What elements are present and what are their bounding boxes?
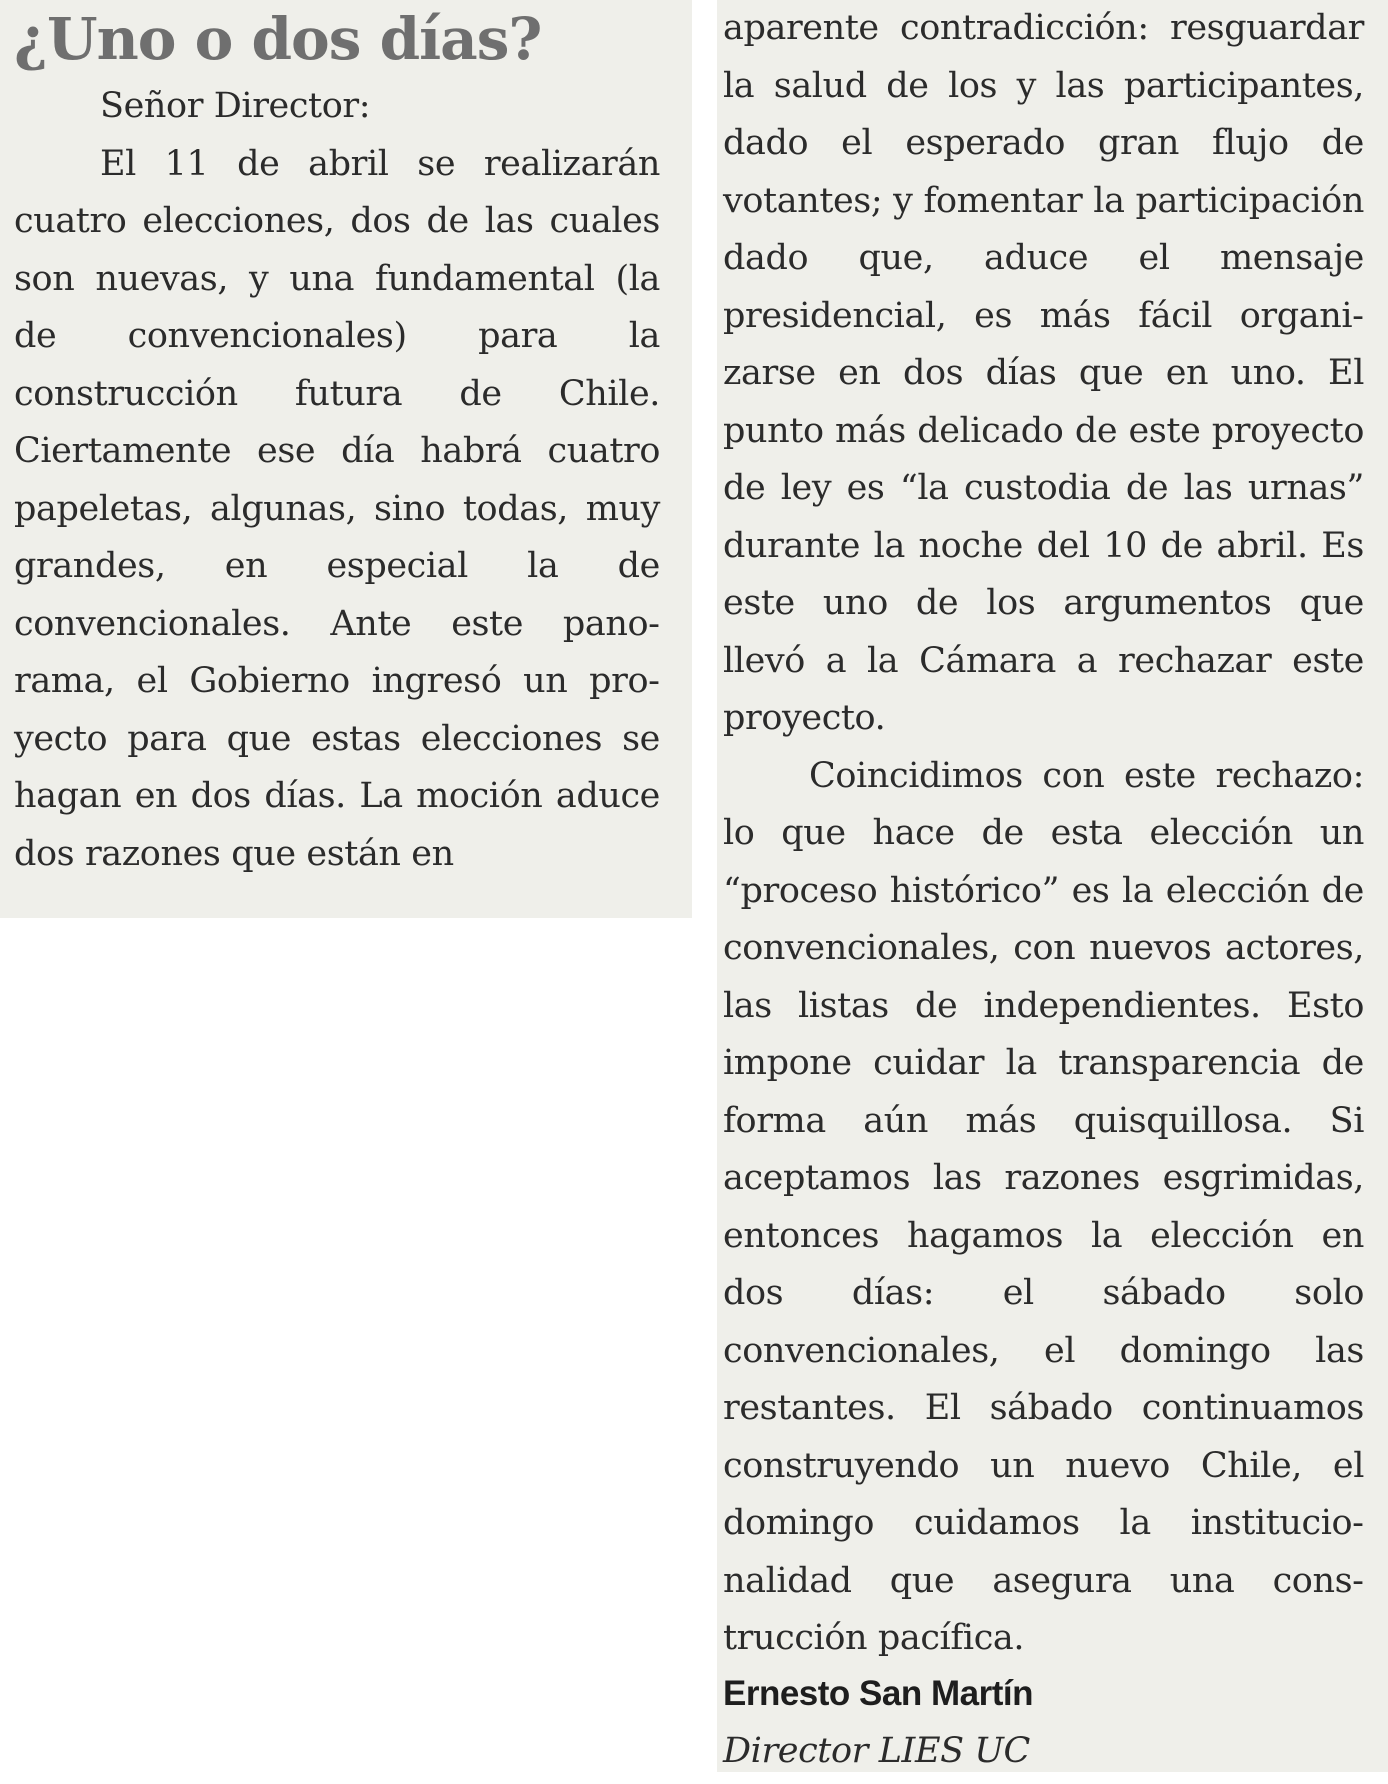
author-name: Ernesto San Martín [723,1673,1033,1713]
letter-paragraph-1-part-2: aparente contradicción: resguardar la salud de los y las participantes, dado el esperado gran flujo de votantes; y fomentar la participación dado que, aduce el mensaje presidencial, es más fácil organizarse en dos días que en uno. El punto más delicado de este proyecto de ley es “la custodia de las urnas” durante la noche del 10 de abril. Es este uno de los argumentos que llevó a la Cámara a rechazar este proyecto. [723,8,1364,738]
author-affiliation: Director LIES UC [723,1730,1030,1771]
letter-title: ¿Uno o dos días? [14,5,542,73]
salutation: Señor Director: [100,86,371,126]
letter-column-left [0,0,692,918]
letter-column-right [717,0,1388,1772]
letter-paragraph-1-part-1: El 11 de abril se realizarán cuatro elecciones, dos de las cuales son nuevas, y una fundamental (la de convencionales) para la construcción futura de Chile. Ciertamente ese día habrá cuatro papeletas, algunas, sino todas, muy grandes, en especial la de convencionales. Ante este panorama, el Gobierno ingresó un proyecto para que estas elecciones se hagan en dos días. La moción aduce dos razones que están en [14,143,660,874]
letter-paragraph-2: Coincidimos con este rechazo: lo que hace de esta elección un “proceso histórico” es la elección de convencionales, con nuevos actores, las listas de independientes. Esto impone cuidar la transparencia de forma aún más quisquillosa. Si aceptamos las razones esgrimidas, entonces hagamos la elección en dos días: el sábado solo convencionales, el domingo las restantes. El sábado continuamos construyendo un nuevo Chile, el domingo cuidamos la institucionalidad que asegura una construcción pacífica. [723,755,1364,1658]
